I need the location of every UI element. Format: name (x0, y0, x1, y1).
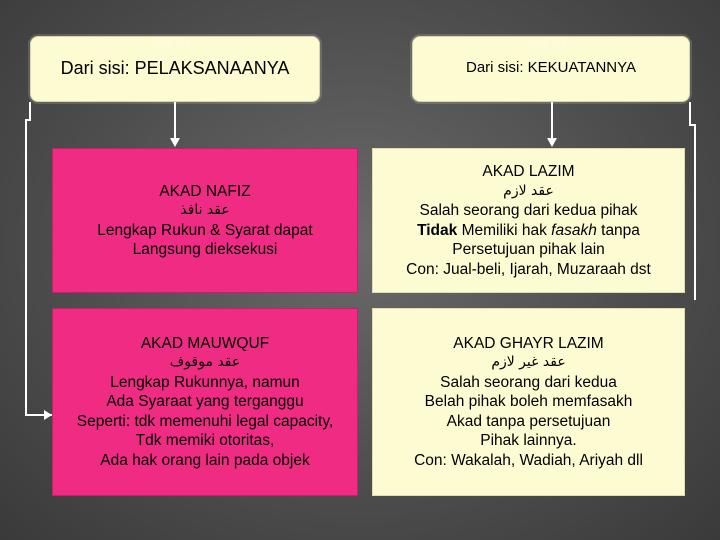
mauwquf-line2: Ada Syaraat yang terganggu (106, 393, 304, 411)
header-left-pelaksanaan (30, 36, 320, 102)
ghayr-lazim-line4: Pihak lainnya. (480, 432, 577, 450)
lazim-line2-rest: Memiliki hak (457, 221, 552, 239)
mauwquf-line3: Seperti: tdk memenuhi legal capacity, (76, 412, 334, 430)
mauwquf-line4: Tdk memiki otoritas, (135, 432, 275, 450)
lazim-line4: Con: Jual-beli, Ijarah, Muzaraah dst (406, 260, 651, 278)
mauwquf-line5: Ada hak orang lain pada objek (100, 451, 310, 469)
header-right-kekuatan (412, 36, 690, 102)
header-right-title: AKAD (529, 37, 573, 54)
arrowhead-right-center (547, 138, 557, 147)
ghayr-lazim-title: AKAD GHAYR LAZIM (453, 334, 604, 352)
header-right-subtitle: Dari sisi: KEKUATANNYA (465, 59, 637, 76)
lazim-line2-bold: Tidak (417, 221, 458, 239)
nafiz-arabic: عقد نافذ (180, 202, 230, 218)
header-left-subtitle-main: PELAKSANAANYA (134, 58, 290, 78)
box-akad-lazim (372, 148, 685, 293)
lazim-arabic: عقد لازم (503, 182, 554, 199)
mauwquf-title: AKAD MAUWQUF (140, 334, 270, 352)
mauwquf-line1: Lengkap Rukunnya, namun (110, 373, 300, 391)
ghayr-lazim-line2: Belah pihak boleh memfasakh (424, 393, 633, 411)
arrowhead-left-center (170, 138, 180, 147)
ghayr-lazim-arabic: عقد غير لازم (491, 354, 566, 371)
ghayr-lazim-line5: Con: Wakalah, Wadiah, Ariyah dll (414, 451, 643, 469)
lazim-title: AKAD LAZIM (482, 163, 575, 180)
arrowhead-left-outer (44, 410, 52, 420)
nafiz-line2: Langsung dieksekusi (132, 241, 278, 258)
ghayr-lazim-line1: Salah seorang dari kedua (440, 373, 617, 391)
lazim-line3: Persetujuan pihak lain (452, 241, 605, 258)
lazim-line2 (373, 221, 684, 241)
lazim-line2-end: tanpa (596, 221, 640, 239)
lazim-line1: Salah seorang dari kedua pihak (419, 202, 638, 219)
box-akad-nafiz (52, 148, 358, 293)
header-left-subtitle-prefix: Dari sisi: (60, 58, 135, 78)
header-left-title: AKAD (153, 37, 197, 54)
lazim-line2-italic: fasakh (551, 221, 597, 239)
nafiz-title: AKAD NAFIZ (159, 182, 251, 200)
connector-right-outer (690, 102, 695, 300)
box-akad-mauwquf (52, 308, 358, 496)
box-akad-ghayr-lazim (372, 308, 685, 496)
nafiz-line1: Lengkap Rukun & Syarat dapat (97, 221, 313, 239)
mauwquf-arabic: عقد موقوف (169, 354, 241, 371)
connector-left-outer (26, 102, 52, 415)
ghayr-lazim-line3: Akad tanpa persetujuan (446, 412, 611, 430)
header-left-subtitle (31, 57, 319, 79)
